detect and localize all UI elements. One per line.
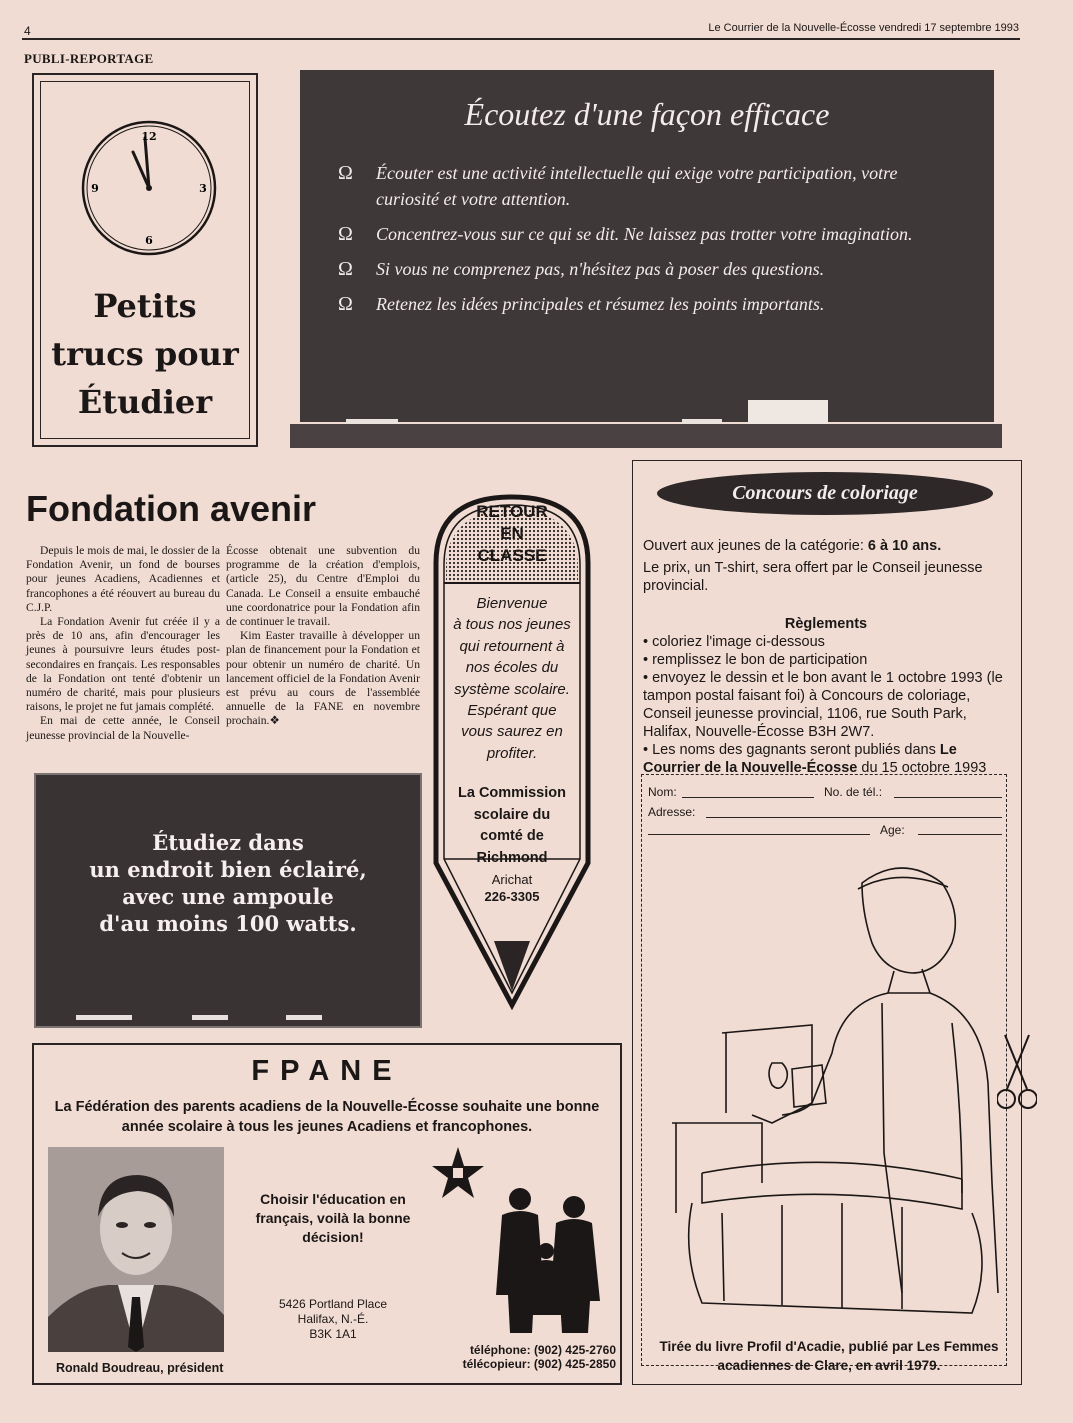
phone-label: No. de tél.: bbox=[824, 785, 883, 799]
omega-bullet-icon: Ω bbox=[338, 162, 353, 184]
article-paragraph: Kim Easter travaille à développer un plan de financement pour la Fondation et pour obtenir un numéro de charité. Un lancement officiel de la Fondation Avenir est prévu au cours de l'assemblée annuelle de la FANE en novembre prochain.❖ bbox=[226, 629, 420, 728]
scissors-icon bbox=[997, 1031, 1037, 1115]
pencil-message-line: profiter. bbox=[486, 744, 538, 762]
article-column-1 bbox=[26, 544, 220, 743]
address-line: B3K 1A1 bbox=[309, 1327, 357, 1341]
list-item bbox=[643, 741, 1009, 777]
eligibility-text: Ouvert aux jeunes de la catégorie: bbox=[643, 538, 868, 554]
article-title: Fondation avenir bbox=[26, 488, 317, 529]
newspaper-name: Le Courrier de la Nouvelle-Écosse bbox=[643, 742, 957, 776]
rules-title: Règlements bbox=[784, 616, 868, 632]
entry-coupon bbox=[641, 774, 1007, 1366]
address-field[interactable] bbox=[706, 817, 1002, 818]
back-to-school-pencil-ad bbox=[432, 493, 592, 1010]
section-label: PUBLI-REPORTAGE bbox=[24, 51, 154, 66]
chalkboard-title: Écoutez d'une façon efficace bbox=[464, 96, 830, 132]
pencil-message-line: Espérant que bbox=[467, 702, 557, 720]
clock-number-6: 6 bbox=[145, 234, 153, 247]
list-item: • coloriez l'image ci-dessous bbox=[643, 634, 825, 650]
coloring-contest-box bbox=[632, 460, 1022, 1385]
age-label: Age: bbox=[880, 823, 905, 837]
fpane-ad bbox=[32, 1043, 622, 1385]
lighting-tip-line: d'au moins 100 watts. bbox=[99, 911, 357, 936]
pencil-message-line: nos écoles du bbox=[465, 659, 559, 677]
chalk-piece bbox=[192, 1015, 228, 1020]
article-paragraph: Depuis le mois de mai, le dossier de la Fondation Avenir, un fond de bourses pour jeunes Acadiens, Acadiennes et francophones a été réouvert au bureau du C.J.P. bbox=[26, 544, 220, 614]
pencil-city: Arichat bbox=[491, 872, 533, 887]
omega-bullet-icon: Ω bbox=[338, 223, 353, 245]
eligibility-age: 6 à 10 ans. bbox=[867, 538, 942, 554]
rules-list bbox=[643, 633, 1009, 777]
address-label: Adresse: bbox=[648, 805, 696, 819]
list-item: • envoyez le dessin et le bon avant le 1 octobre 1993 (le tampon postal faisant foi) à Concours de coloriage, Conseil jeunesse provincial, 1106, rue South Park, Halifax, Nouvelle-Écosse B3H 2W7. bbox=[643, 670, 1003, 740]
winners-date: du 15 octobre 1993 bbox=[857, 760, 987, 776]
address-line: 5426 Portland Place bbox=[278, 1297, 388, 1311]
family-silhouette-icon bbox=[486, 1185, 610, 1333]
lighting-tip-board bbox=[34, 773, 422, 1028]
tip-text: Si vous ne comprenez pas, n'hésitez pas à poser des questions. bbox=[376, 259, 825, 279]
pencil-organization bbox=[438, 783, 586, 869]
pencil-header-line: EN bbox=[500, 524, 524, 543]
clock-number-9: 9 bbox=[91, 182, 99, 195]
acadian-woman-drawing bbox=[662, 853, 1002, 1323]
address-line: Halifax, N.-É. bbox=[297, 1312, 369, 1326]
fpane-title: FPANE bbox=[251, 1055, 403, 1087]
fpane-description: La Fédération des parents acadiens de la Nouvelle-Écosse souhaite une bonne année scolaire à tous les jeunes Acadiens et francophones. bbox=[54, 1099, 600, 1135]
contest-prize: Le prix, un T-shirt, sera offert par le Conseil jeunesse provincial. bbox=[643, 560, 983, 594]
pencil-message-line: à tous nos jeunes bbox=[453, 616, 571, 634]
fpane-contact bbox=[454, 1343, 616, 1371]
header-rule bbox=[22, 38, 1020, 40]
omega-bullet-icon: Ω bbox=[338, 258, 353, 280]
study-tips-title-line: trucs pour bbox=[51, 335, 239, 373]
lighting-tip-text bbox=[36, 829, 420, 937]
chalk-piece bbox=[286, 1015, 322, 1020]
age-field[interactable] bbox=[918, 834, 1002, 835]
organization-line: scolaire du bbox=[473, 806, 551, 823]
masthead: Le Courrier de la Nouvelle-Écosse vendredi 17 septembre 1993 bbox=[708, 22, 1019, 34]
clock-number-3: 3 bbox=[199, 182, 207, 195]
pencil-message-line: système scolaire. bbox=[454, 680, 570, 698]
star-logo-icon bbox=[430, 1145, 486, 1201]
chalk-piece bbox=[76, 1015, 132, 1020]
article-column-2 bbox=[226, 544, 420, 729]
list-item bbox=[338, 256, 948, 282]
study-tips-title-line: Étudier bbox=[77, 383, 213, 421]
study-tips-inner-frame bbox=[40, 81, 250, 439]
page-number: 4 bbox=[24, 24, 31, 38]
pencil-header bbox=[432, 501, 592, 567]
winners-text: • Les noms des gagnants seront publiés dans bbox=[643, 742, 940, 758]
pencil-header-line: RETOUR bbox=[476, 502, 548, 521]
organization-line: comté de bbox=[480, 828, 544, 844]
article-paragraph: La Fondation Avenir fut créée il y a près de 10 ans, afin d'encourager les jeunes à poursuivre leurs études post-secondaires en français. Les responsables de la Fondation ont tenté d'obtenir un numéro de charité, mais pour plusieurs raisons, le projet ne fut jamais complété. bbox=[26, 615, 220, 714]
study-tips-box bbox=[32, 73, 258, 447]
study-tips-title-line: Petits bbox=[93, 287, 197, 325]
fax-number: télécopieur: (902) 425-2850 bbox=[462, 1357, 616, 1371]
chalkboard-ledge bbox=[290, 424, 1002, 448]
pencil-header-line: CLASSE bbox=[477, 546, 547, 565]
list-item: • remplissez le bon de participation bbox=[643, 652, 868, 668]
article-paragraph: En mai de cette année, le Conseil jeunesse provincial de la Nouvelle- bbox=[26, 714, 220, 742]
pencil-message-line: Bienvenue bbox=[476, 595, 548, 612]
pencil-message bbox=[438, 593, 586, 764]
fpane-address bbox=[248, 1297, 418, 1342]
photo-caption: Ronald Boudreau, président bbox=[56, 1361, 224, 1375]
study-tips-title bbox=[41, 282, 249, 426]
lighting-tip-line: avec une ampoule bbox=[122, 884, 334, 909]
article-paragraph: Écosse obtenait une subvention du programme de la création d'emplois, (article 25), du Centre d'Emploi du Canada. Le Conseil a ensuite embauché une coordonatrice pour la Fondation afin de continuer le travail. bbox=[226, 544, 420, 629]
list-item bbox=[338, 160, 948, 212]
chalkboard-tips-list bbox=[338, 160, 948, 326]
contest-title: Concours de coloriage bbox=[657, 472, 993, 515]
eraser bbox=[748, 400, 828, 424]
image-credit: Tirée du livre Profil d'Acadie, publié par Les Femmes acadiennes de Clare, en avril 1979. bbox=[659, 1339, 999, 1373]
address-field-line-2[interactable] bbox=[648, 834, 870, 835]
pencil-phone: 226-3305 bbox=[484, 889, 540, 904]
phone-number: téléphone: (902) 425-2760 bbox=[469, 1343, 616, 1357]
tip-text: Écouter est une activité intellectuelle qui exige votre participation, votre curiosité et votre attention. bbox=[376, 163, 898, 209]
tip-text: Concentrez-vous sur ce qui se dit. Ne laissez pas trotter votre imagination. bbox=[376, 224, 913, 244]
listening-chalkboard bbox=[300, 70, 994, 422]
organization-line: La Commission bbox=[458, 785, 566, 801]
portrait-image bbox=[48, 1147, 224, 1352]
name-label: Nom: bbox=[648, 785, 677, 799]
organization-line: Richmond bbox=[476, 849, 548, 866]
pencil-message-line: qui retournent à bbox=[459, 637, 565, 655]
lighting-tip-line: Étudiez dans bbox=[152, 830, 304, 855]
tip-text: Retenez les idées principales et résumez les points importants. bbox=[376, 294, 825, 314]
clock-number-12: 12 bbox=[141, 130, 157, 143]
president-photo bbox=[48, 1147, 224, 1352]
name-field[interactable] bbox=[682, 797, 814, 798]
contest-eligibility bbox=[643, 537, 1009, 555]
clock-icon bbox=[81, 120, 217, 256]
pencil-message-line: vous saurez en bbox=[461, 723, 563, 741]
list-item bbox=[338, 291, 948, 317]
fpane-slogan: Choisir l'éducation en français, voilà la bonne décision! bbox=[255, 1191, 411, 1245]
phone-field[interactable] bbox=[894, 797, 1002, 798]
omega-bullet-icon: Ω bbox=[338, 293, 353, 315]
lighting-tip-line: un endroit bien éclairé, bbox=[89, 857, 367, 882]
list-item bbox=[338, 221, 948, 247]
